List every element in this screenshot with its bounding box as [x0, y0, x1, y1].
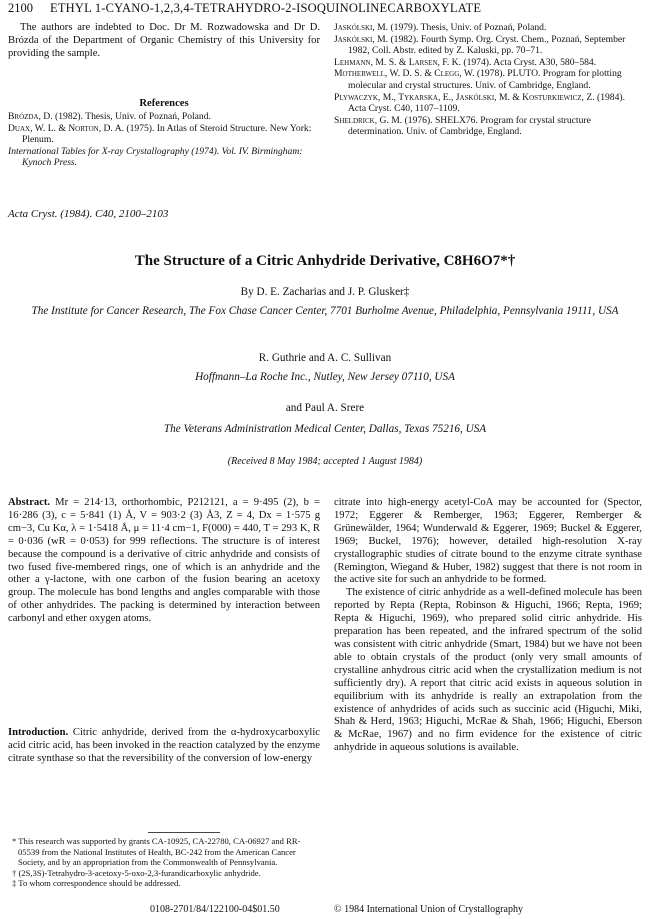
- authors-line-1: By D. E. Zacharias and J. P. Glusker‡: [240, 286, 410, 298]
- reference-item: Duax, W. L. & Norton, D. A. (1975). In Atlas of Steroid Structure. New York: Plenum.: [8, 122, 312, 146]
- intro-text: Citric anhydride, derived from the α-hydroxycarboxylic acid citric acid, has been invoked in the reaction catalyzed by the enzyme citrate synthase so that the reversibility of the conversion of low-energy: [8, 727, 320, 764]
- affiliation-1: The Institute for Cancer Research, The Fox Chase Cancer Center, 7701 Burholme Avenue, Philadelphia, Pennsylvania 19111, USA: [31, 305, 619, 317]
- references-right: [334, 22, 642, 138]
- reference-item: Jaskólski, M. (1982). Fourth Symp. Org. Cryst. Chem., Poznań, September 1982, Coll. Abstr. edited by Z. Kaluski, pp. 70–71.: [334, 33, 626, 57]
- references-heading: References: [139, 98, 189, 109]
- footnotes: [8, 836, 320, 889]
- right-column-text: [334, 497, 642, 755]
- footnote: * This research was supported by grants CA-10925, CA-22780, CA-06927 and RR-05539 from the National Institutes of Health, BC-242 from the American Cancer Society, and by an appropriation from the Commonwealth of Pennsylvania.: [12, 836, 301, 867]
- intro-label: Introduction.: [8, 727, 69, 738]
- article-title: The Structure of a Citric Anhydride Derivative, C8H6O7*†: [134, 253, 516, 269]
- abstract: [8, 497, 320, 626]
- right-paragraph-2: The existence of citric anhydride as a well-defined molecule has been reported by Repta (Repta, Robinson & Higuchi, 1966; Repta, 1969; Repta & Higuchi, 1969), who prepared solid citric anhydride. His preparation has been repeated, and the infrared spectrum of the solid was consistent with citric anhydride (Smart, 1984) but we have not been able to obtain crystals of the product (only very small amounts of crystalline anhydrous citric acid when the crystallization medium is not sufficiently dry). A report that citric acid exists in aqueous solution in equilibrium with its anhydride is really an extrapolation from the existence of anhydrides of acids such as succinic acid (Higuchi, Miki, Shah & Herd, 1963; Higuchi, McRae & Shah, 1966; Higuchi, Eberson & McRae, 1967) and no firm evidence for the existence of citric anhydride in aqueous solutions is available.: [334, 587, 642, 754]
- introduction: [8, 727, 320, 766]
- footnote: † (2S,3S)-Tetrahydro-3-acetoxy-5-oxo-2,3-furandicarboxylic anhydride.: [12, 867, 261, 878]
- footnote: ‡ To whom correspondence should be addressed.: [12, 878, 181, 888]
- reference-item: Motherwell, W. D. S. & Clegg, W. (1978). PLUTO. Program for plotting molecular and crystal structures. Univ. of Cambridge, England.: [334, 68, 622, 91]
- acknowledgement: The authors are indebted to Doc. Dr M. Rozwadowska and Dr D. Brózda of the Department of Organic Chemistry of this University for providing the sample.: [8, 22, 320, 59]
- affiliation-2: Hoffmann–La Roche Inc., Nutley, New Jersey 07110, USA: [195, 371, 455, 383]
- references-left: [8, 111, 320, 169]
- reference-item: Lehmann, M. S. & Larsen, F. K. (1974). Acta Cryst. A30, 580–584.: [334, 56, 597, 68]
- page-number: 2100: [8, 1, 33, 15]
- reference-item: Jaskólski, M. (1979). Thesis, Univ. of Poznań, Poland.: [334, 22, 547, 33]
- reference-item: International Tables for X-ray Crystallography (1974). Vol. IV. Birmingham: Kynoch Press.: [8, 145, 303, 169]
- footnote-rule: [148, 832, 220, 833]
- running-header: [0, 0, 650, 18]
- footer-issn: 0108-2701/84/122100-04$01.50: [150, 904, 280, 915]
- abstract-label: Abstract.: [8, 497, 51, 508]
- reference-item: Brózda, D. (1982). Thesis, Univ. of Poznań, Poland.: [8, 111, 211, 122]
- citation-line: Acta Cryst. (1984). C40, 2100–2103: [8, 208, 169, 220]
- footer-copyright: © 1984 International Union of Crystallography: [334, 904, 523, 915]
- right-paragraph-1: citrate into high-energy acetyl-CoA may be accounted for (Spector, 1972; Eggerer & Remberger, 1963; Eggerer, Remberger & Grünewälder, 1964; Wunderwald & Eggerer, 1969; Buckel & Eggerer, 1969; Buckel, 1976); however, detailed high-resolution X-ray crystallographic studies of citrate bound to the enzyme citrate synthase (Remington, Wiegand & Huber, 1982) suggest that there is not room in the active site for such an anhydride to be formed.: [334, 497, 642, 586]
- affiliation-3: The Veterans Administration Medical Center, Dallas, Texas 75216, USA: [163, 423, 487, 435]
- authors-line-3: and Paul A. Srere: [285, 402, 365, 414]
- reference-item: Plywaczyk, M., Tykarska, E., Jaskólski, M. & Kosturkiewicz, Z. (1984). Acta Cryst. C40, 1107–1109.: [334, 91, 625, 115]
- authors-line-2: R. Guthrie and A. C. Sullivan: [258, 352, 392, 364]
- running-title: ETHYL 1-CYANO-1,2,3,4-TETRAHYDRO-2-ISOQUINOLINECARBOXYLATE: [50, 1, 482, 15]
- abstract-text: Mr = 214·13, orthorhombic, P212121, a = 9·495 (2), b = 16·286 (3), c = 5·841 (1) Å, V = 903·2 (3) Å3, Z = 4, Dx = 1·575 g cm−3, Cu Kα, λ = 1·5418 Å, μ = 11·4 cm−1, F(000) = 440, T = 293 K, R = 0·036 (wR = 0·053) for 999 reflections. The structure is of interest because the compound is a derivative of citric anhydride and consists of two fused five-membered rings, one of which is an anhydride and the other a γ-lactone, with one carbon of the fusion bearing an acetoxy group. The molecule has bond lengths and angles comparable with those of other anhydrides. The packing is determined by interaction between carbonyl and ether oxygen atoms.: [8, 497, 320, 625]
- received-dates: (Received 8 May 1984; accepted 1 August 1984): [227, 456, 423, 467]
- reference-item: Sheldrick, G. M. (1976). SHELX76. Program for crystal structure determination. Univ. of Cambridge, England.: [334, 114, 591, 138]
